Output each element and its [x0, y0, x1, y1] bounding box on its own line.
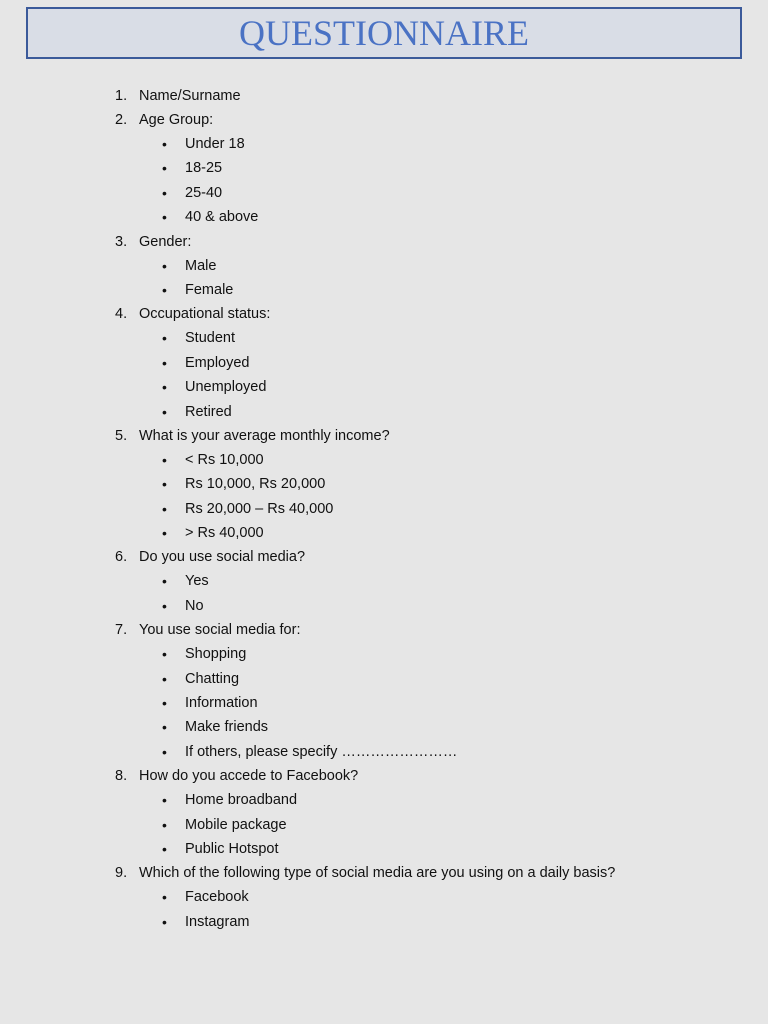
option-item	[0, 837, 768, 861]
option-item	[0, 278, 768, 302]
bullet-icon: •	[162, 403, 167, 420]
bullet-icon: •	[162, 354, 167, 371]
option-text: Information	[185, 695, 258, 712]
question-item	[0, 230, 768, 254]
option-text: > Rs 40,000	[185, 525, 264, 542]
question-item	[0, 424, 768, 448]
option-text: Retired	[185, 403, 232, 420]
question-number: 6.	[115, 549, 128, 566]
option-item	[0, 788, 768, 812]
option-text: Home broadband	[185, 792, 298, 809]
bullet-icon: •	[162, 451, 167, 468]
question-text: Which of the following type of social media are you using on a daily basis?	[139, 865, 616, 882]
option-item	[0, 181, 768, 205]
option-text: Female	[185, 281, 234, 298]
question-number: 7.	[115, 622, 128, 639]
question-number: 3.	[115, 233, 128, 250]
option-item	[0, 497, 768, 521]
option-item	[0, 472, 768, 496]
option-item	[0, 156, 768, 180]
question-item	[0, 861, 768, 885]
option-text: Rs 10,000, Rs 20,000	[185, 476, 326, 493]
question-number: 8.	[115, 768, 128, 785]
question-text: You use social media for:	[139, 622, 301, 639]
question-item	[0, 545, 768, 569]
option-text: Mobile package	[185, 816, 287, 833]
bullet-icon: •	[162, 889, 167, 906]
option-text: If others, please specify ……………………	[185, 743, 458, 760]
option-text: 40 & above	[185, 209, 259, 226]
question-text: Age Group:	[139, 112, 214, 128]
option-item	[0, 326, 768, 350]
option-item	[0, 715, 768, 739]
question-number: 1.	[115, 88, 128, 104]
option-text: Chatting	[185, 670, 240, 687]
option-item	[0, 400, 768, 424]
bullet-icon: •	[162, 476, 167, 493]
bullet-icon: •	[162, 330, 167, 347]
option-text: Unemployed	[185, 379, 267, 396]
option-text: Shopping	[185, 646, 247, 663]
question-text: Occupational status:	[139, 306, 271, 323]
option-text: Facebook	[185, 889, 249, 906]
question-item	[0, 302, 768, 326]
bullet-icon: •	[162, 743, 167, 760]
option-text: 25-40	[185, 184, 223, 201]
bullet-icon: •	[162, 281, 167, 298]
option-item	[0, 448, 768, 472]
option-text: Under 18	[185, 136, 245, 152]
questionnaire-list	[0, 84, 768, 934]
bullet-icon: •	[162, 500, 167, 517]
option-item	[0, 594, 768, 618]
option-item	[0, 205, 768, 229]
question-item	[0, 84, 768, 108]
option-item	[0, 375, 768, 399]
option-item	[0, 813, 768, 837]
question-text: What is your average monthly income?	[139, 427, 390, 444]
question-number: 4.	[115, 306, 128, 323]
bullet-icon: •	[162, 695, 167, 712]
option-text: Public Hotspot	[185, 840, 279, 857]
option-text: Yes	[185, 573, 209, 590]
question-item	[0, 108, 768, 132]
option-item	[0, 691, 768, 715]
option-text: 18-25	[185, 160, 223, 177]
bullet-icon: •	[162, 597, 167, 614]
option-item	[0, 885, 768, 909]
page-title: QUESTIONNAIRE	[239, 13, 529, 53]
question-item	[0, 618, 768, 642]
bullet-icon: •	[162, 525, 167, 542]
option-item	[0, 132, 768, 156]
bullet-icon: •	[162, 136, 167, 152]
question-text: How do you accede to Facebook?	[139, 768, 359, 785]
question-text: Gender:	[139, 233, 192, 250]
bullet-icon: •	[162, 792, 167, 809]
option-text: Rs 20,000 – Rs 40,000	[185, 500, 334, 517]
bullet-icon: •	[162, 840, 167, 857]
option-item	[0, 569, 768, 593]
option-text: Instagram	[185, 913, 250, 930]
option-item	[0, 642, 768, 666]
option-item	[0, 740, 768, 764]
question-text: Name/Surname	[139, 88, 241, 104]
option-text: < Rs 10,000	[185, 451, 264, 468]
bullet-icon: •	[162, 719, 167, 736]
bullet-icon: •	[162, 573, 167, 590]
question-number: 2.	[115, 112, 128, 128]
bullet-icon: •	[162, 913, 167, 930]
bullet-icon: •	[162, 184, 167, 201]
option-text: Student	[185, 330, 235, 347]
option-item	[0, 910, 768, 934]
bullet-icon: •	[162, 646, 167, 663]
option-text: No	[185, 597, 204, 614]
bullet-icon: •	[162, 209, 167, 226]
question-number: 9.	[115, 865, 128, 882]
option-item	[0, 521, 768, 545]
question-number: 5.	[115, 427, 128, 444]
option-text: Make friends	[185, 719, 269, 736]
bullet-icon: •	[162, 379, 167, 396]
question-text: Do you use social media?	[139, 549, 306, 566]
option-item	[0, 667, 768, 691]
bullet-icon: •	[162, 257, 167, 274]
bullet-icon: •	[162, 160, 167, 177]
option-text: Male	[185, 257, 217, 274]
title-box	[26, 7, 742, 59]
option-text: Employed	[185, 354, 250, 371]
option-item	[0, 254, 768, 278]
question-item	[0, 764, 768, 788]
bullet-icon: •	[162, 670, 167, 687]
bullet-icon: •	[162, 816, 167, 833]
option-item	[0, 351, 768, 375]
